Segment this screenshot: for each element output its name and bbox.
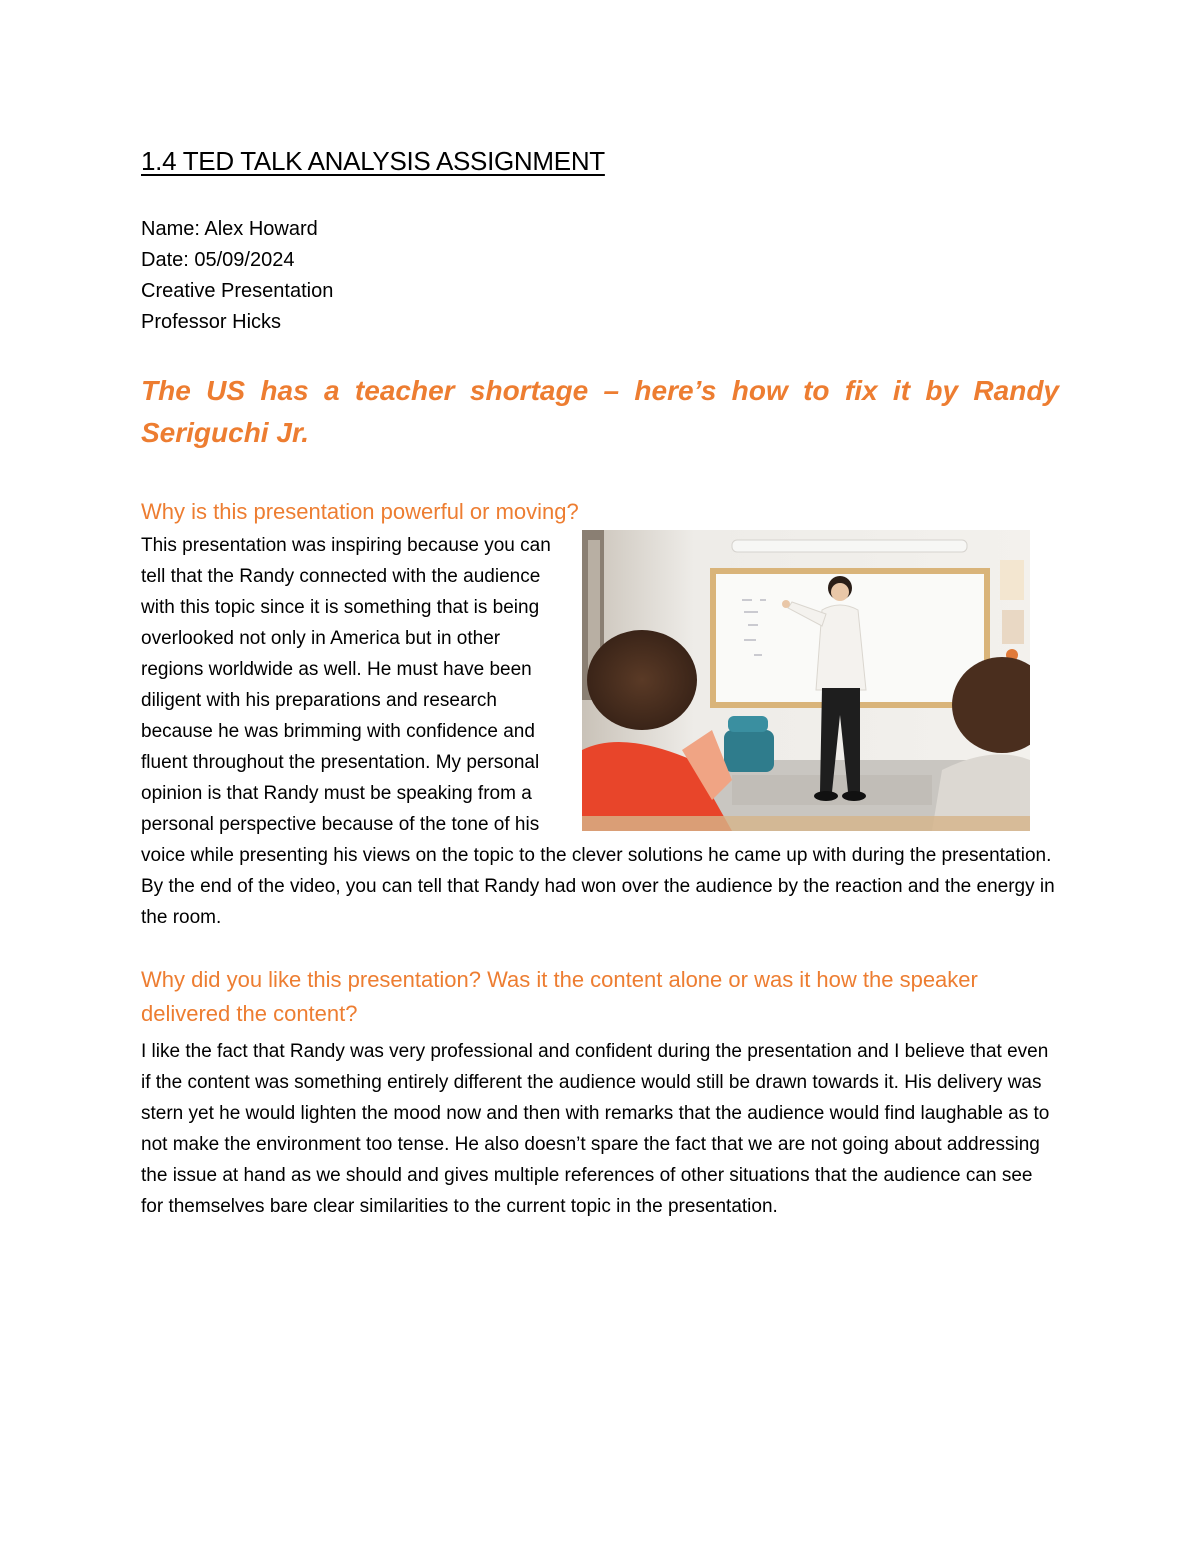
classroom-teacher-photo-icon: [582, 530, 1030, 831]
section1: [141, 530, 1059, 933]
section2-heading: Why did you like this presentation? Was it the content alone or was it how the speaker delivered the content?: [141, 967, 978, 1026]
classroom-photo: [582, 530, 1030, 831]
assignment-date: Date: 05/09/2024: [141, 249, 295, 271]
talk-title: The US has a teacher shortage – here’s how to fix it by Randy Seriguchi Jr.: [141, 375, 1059, 448]
section1-heading: Why is this presentation powerful or moving?: [141, 499, 579, 524]
professor-name: Professor Hicks: [141, 311, 282, 333]
section1-body: This presentation was inspiring because you can tell that the Randy connected with the audience with this topic since it is something that is being overlooked not only in America but in other regions worldwide as well. He must have been diligent with his preparations and research because he was brimming with confidence and fluent throughout the presentation. My personal opinion is that Randy must be speaking from a personal perspective because of the tone of his voice while presenting his views on the topic to the clever solutions he came up with during the presentation. By the end of the video, you can tell that Randy had won over the audience by the reaction and the energy in the room.: [141, 535, 1055, 928]
section2-body: I like the fact that Randy was very professional and confident during the presentation and I believe that even if the content was something entirely different the audience would still be drawn towards it. His delivery was stern yet he would lighten the mood now and then with remarks that the audience would find laughable as to not make the environment too tense. He also doesn’t spare the fact that we are not going about addressing the issue at hand as we should and gives multiple references of other situations that the audience can see for themselves bare clear similarities to the current topic in the presentation.: [141, 1041, 1050, 1217]
document-title: 1.4 TED TALK ANALYSIS ASSIGNMENT: [141, 146, 605, 176]
course-name: Creative Presentation: [141, 280, 334, 302]
header-info: [141, 214, 1059, 338]
student-name: Name: Alex Howard: [141, 218, 318, 240]
